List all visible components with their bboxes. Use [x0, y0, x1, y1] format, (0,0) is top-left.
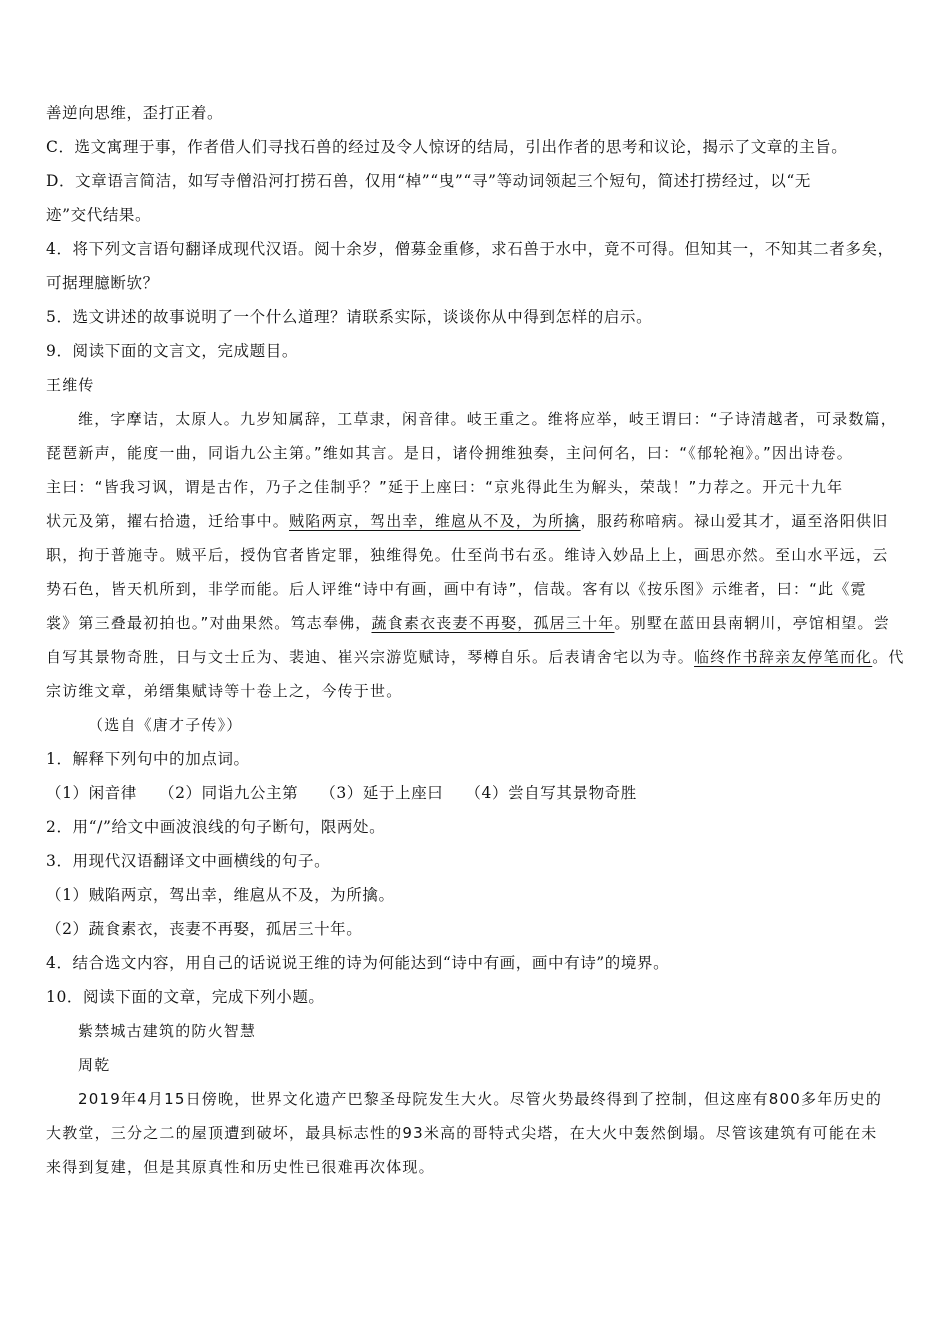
option-d-continued: 迹”交代结果。 [46, 206, 152, 224]
question-3: 3．用现代汉语翻译文中画横线的句子。 [46, 852, 331, 870]
passage-text: 自写其景物奇胜，日与文士丘为、裴迪、崔兴宗游览赋诗，琴樽自乐。后表请舍宅以为寺。 [46, 648, 695, 666]
question-4-continued: 可据理臆断欤？ [46, 274, 159, 292]
passage-text: 裳》第三叠最初拍也。”对曲果然。笃志奉佛， [46, 614, 372, 632]
passage-line [46, 504, 916, 538]
article-title: 紫禁城古建筑的防火智慧 [78, 1022, 257, 1040]
passage-line [46, 640, 916, 674]
question-1-options [46, 776, 916, 810]
option-c: C．选文寓理于事，作者借人们寻找石兽的经过及令人惊讶的结局，引出作者的思考和议论，揭示了文章的主旨。 [46, 138, 848, 156]
question-3-item-2: （2）蔬食素衣，丧妻不再娶，孤居三十年。 [46, 920, 363, 938]
article-author: 周乾 [78, 1056, 111, 1074]
text-line: 善逆向思维，歪打正着。 [46, 104, 224, 122]
passage-text: ，服药称喑病。禄山爱其才，逼至洛阳供旧 [580, 512, 889, 530]
option-4: （4）尝自写其景物奇胜 [465, 784, 637, 802]
option-d: D．文章语言简洁，如写寺僧沿河打捞石兽，仅用“棹”“曳”“寻”等动词领起三个短句，简述打捞经过，以“无 [46, 172, 811, 190]
option-3: （3）延于上座曰 [320, 784, 444, 802]
question-5: 5．选文讲述的故事说明了一个什么道理？请联系实际，谈谈你从中得到怎样的启示。 [46, 308, 653, 326]
question-4: 4．结合选文内容，用自己的话说说王维的诗为何能达到“诗中有画，画中有诗”的境界。 [46, 954, 670, 972]
underlined-sentence: 贼陷两京，驾出幸，维扈从不及，为所擒 [289, 512, 581, 530]
passage-text: 。别墅在蓝田县南辋川，亭馆相望。尝 [614, 614, 890, 632]
section-9-heading: 9．阅读下面的文言文，完成题目。 [46, 342, 298, 360]
option-2: （2）同诣九公主第 [158, 784, 299, 802]
passage-line [46, 606, 916, 640]
question-3-item-1: （1）贼陷两京，驾出幸，维扈从不及，为所擒。 [46, 886, 395, 904]
question-2: 2．用“/”给文中画波浪线的句子断句，限两处。 [46, 818, 386, 836]
option-1: （1）闲音律 [46, 784, 137, 802]
question-1: 1．解释下列句中的加点词。 [46, 750, 250, 768]
passage-text: 。代 [872, 648, 905, 666]
passage-line: 琵琶新声，能度一曲，同诣九公主第。”维如其言。是日，诸伶拥维独奏，主问何名，曰：“《郁轮袍》。”因出诗卷。 [46, 444, 853, 462]
wavy-underlined-sentence: 临终作书辞亲友停笔而化 [694, 648, 873, 666]
question-4: 4．将下列文言语句翻译成现代汉语。阅十余岁，僧募金重修，求石兽于水中，竟不可得。但知其一，不知其二者多矣， [46, 240, 894, 258]
underlined-sentence: 蔬食素衣丧妻不再娶，孤居三十年 [371, 614, 615, 632]
passage-line: 宗访维文章，弟缙集赋诗等十卷上之，今传于世。 [46, 682, 403, 700]
passage-line: 维，字摩诘，太原人。九岁知属辞，工草隶，闲音律。岐王重之。维将应举，岐王谓曰：“子诗清越者，可录数篇， [78, 410, 897, 428]
passage-line: 职，拘于普施寺。贼平后，授伪官者皆定罪，独维得免。仕至尚书右丞。维诗入妙品上上，画思亦然。至山水平远，云 [46, 546, 889, 564]
passage-line: 势石色，皆天机所到，非学而能。后人评维“诗中有画，画中有诗”，信哉。客有以《按乐图》示维者，曰：“此《霓 [46, 580, 867, 598]
passage-line: 主曰：“皆我习讽，谓是古作，乃子之佳制乎？”延于上座曰：“京兆得此生为解头，荣哉！”力荐之。开元十九年 [46, 478, 844, 496]
article-line: 来得到复建，但是其原真性和历史性已很难再次体现。 [46, 1158, 435, 1176]
article-line: 2019年4月15日傍晚，世界文化遗产巴黎圣母院发生大火。尽管火势最终得到了控制，但这座有800多年历史的 [78, 1090, 883, 1108]
section-10-heading: 10．阅读下面的文章，完成下列小题。 [46, 988, 325, 1006]
document-page [46, 96, 916, 1184]
passage-text: 状元及第，擢右拾遗，迁给事中。 [46, 512, 290, 530]
article-line: 大教堂，三分之二的屋顶遭到破坏，最具标志性的93米高的哥特式尖塔，在大火中轰然倒塌。尽管该建筑有可能在未 [46, 1124, 878, 1142]
passage-source: （选自《唐才子传》） [88, 716, 243, 734]
passage-title: 王维传 [46, 376, 95, 394]
